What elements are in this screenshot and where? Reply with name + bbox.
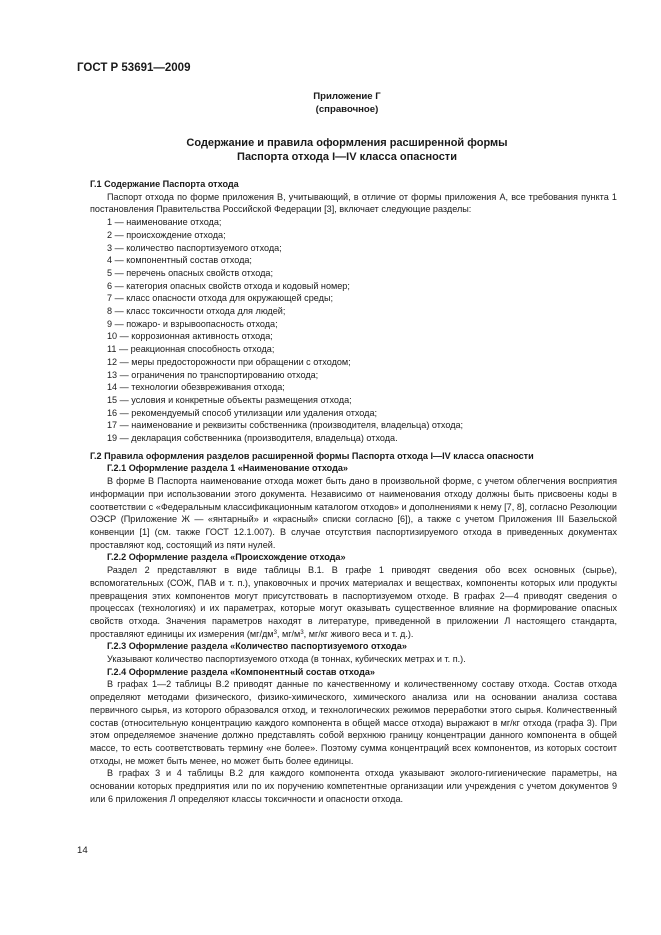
g2-4-text-1: В графах 1—2 таблицы В.2 приводят данные по качественному и количественному составу отхода. Состав отхода определяют методами физического, физико-химического, химического анализа или на основании анализа состава первичного сырья, из которого образовался отход, и технологических режимов переработки этого сырья. Количественный состав (относительную концентрацию каждого компонента в общей массе отхода) выражают в мг/кг отхода (графа 3). При этом определяемое значение должно представлять собой верхнюю границу концентрации данного компонента в общей массе, то есть соответствовать термину «не более». Поэтому сумма концентраций всех компонентов, из которых состоит отходы, не может быть менее, но может быть более единицы. — [90, 679, 617, 766]
page-number: 14 — [77, 845, 88, 856]
g1-intro: Паспорт отхода по форме приложения В, учитывающий, в отличие от формы приложения А, все требования пункта 1 постановления Правительства Российской Федерации [3], включает следующие разделы: — [90, 191, 617, 215]
superscript-3: 3 — [273, 629, 277, 636]
g1-section-list — [90, 216, 617, 445]
list-item: 1 — наименование отхода; — [107, 217, 222, 228]
g2-2-text — [90, 564, 617, 640]
document-header: ГОСТ Р 53691—2009 — [77, 62, 191, 74]
list-item: 3 — количество паспортизуемого отхода; — [107, 242, 282, 253]
g2-heading: Г.2 Правила оформления разделов расширенной формы Паспорта отхода I—IV класса опасности — [90, 450, 534, 461]
list-item: 19 — декларация собственника (производителя, владельца) отхода. — [107, 433, 398, 444]
list-item: 11 — реакционная способность отхода; — [107, 344, 275, 355]
list-item: 13 — ограничения по транспортированию отхода; — [107, 369, 319, 380]
list-item: 15 — условия и конкретные объекты размещения отхода; — [107, 394, 352, 405]
list-item: 9 — пожаро- и взрывоопасность отхода; — [107, 318, 278, 329]
g2-4-text-2: В графах 3 и 4 таблицы В.2 для каждого компонента отхода указывают эколого-гигиенические параметры, на основании которых предприятия или по их поручению компетентные организации или учреждения с учетом документов 9 или 6 приложения Л определяют классы токсичности и опасности отхода. — [90, 768, 617, 804]
section-title-line-2: Паспорта отхода I—IV класса опасности — [237, 151, 457, 163]
g2-2-text-c: , мг/кг живого веса и т. д.). — [303, 628, 414, 639]
list-item: 6 — категория опасных свойств отхода и кодовый номер; — [107, 280, 350, 291]
list-item: 8 — класс токсичности отхода для людей; — [107, 306, 286, 317]
list-item: 14 — технологии обезвреживания отхода; — [107, 382, 285, 393]
document-body — [90, 178, 617, 805]
list-item: 10 — коррозионная активность отхода; — [107, 331, 273, 342]
g2-2-heading: Г.2.2 Оформление раздела «Происхождение отхода» — [107, 552, 346, 563]
list-item: 2 — происхождение отхода; — [107, 229, 226, 240]
list-item: 4 — компонентный состав отхода; — [107, 255, 252, 266]
g2-4-heading: Г.2.4 Оформление раздела «Компонентный состав отхода» — [107, 666, 375, 677]
list-item: 17 — наименование и реквизиты собственника (производителя, владельца) отхода; — [107, 420, 464, 431]
list-item: 12 — меры предосторожности при обращении с отходом; — [107, 356, 351, 367]
g2-3-text: Указывают количество паспортизуемого отхода (в тоннах, кубических метрах и т. п.). — [107, 654, 466, 665]
g1-heading: Г.1 Содержание Паспорта отхода — [90, 179, 239, 189]
g2-1-heading: Г.2.1 Оформление раздела 1 «Наименование отхода» — [107, 463, 348, 474]
section-title-line-1: Содержание и правила оформления расширенной формы — [186, 137, 508, 149]
list-item: 16 — рекомендуемый способ утилизации или удаления отхода; — [107, 407, 378, 418]
appendix-status: (справочное) — [315, 104, 379, 115]
superscript-3: 3 — [300, 629, 304, 636]
appendix-title: Приложение Г — [313, 91, 381, 102]
g2-1-text: В форме В Паспорта наименование отхода может быть дано в произвольной форме, с учетом облегчения восприятия информации при использовании этого документа. Независимо от наименования отходу должны быть присвоены коды в соответствии с «Федеральным классификационным каталогом отходов» и дополнениями к нему [7, 8], согласно Резолюции ОЭСР (Приложение Ж — «янтарный» и «красный» списки согласно [6]), а также с учетом Приложения III Базельской конвенции [1] (см. также ГОСТ 12.1.007). В случае отсутствия паспортизируемого отхода в приведенных документах проставляют код, состоящий из пяти нулей. — [90, 476, 617, 550]
g2-2-text-a: Раздел 2 представляют в виде таблицы В.1. В графе 1 приводят сведения обо всех основных (сырье), вспомогательных (СОЖ, ПАВ и т. п.), упаковочных и прочих материалах и веществах, компоненты которых или продукты превращения этих компонентов могут присутствовать в паспортизуемом отходе. В графах 2—4 приводят сведения о процессах (технологиях) и их параметрах, которые могут оказывать существенное влияние на формирование опасных свойств отхода. Значения параметров находят в литературе, приведенной в приложении Л настоящего стандарта, проставляют единицы их измерения (мг/дм — [90, 565, 617, 639]
list-item: 7 — класс опасности отхода для окружающей среды; — [107, 293, 334, 304]
list-item: 5 — перечень опасных свойств отхода; — [107, 267, 273, 278]
g2-2-text-b: , мг/м — [276, 628, 301, 639]
g2-3-heading: Г.2.3 Оформление раздела «Количество паспортизуемого отхода» — [107, 641, 407, 652]
